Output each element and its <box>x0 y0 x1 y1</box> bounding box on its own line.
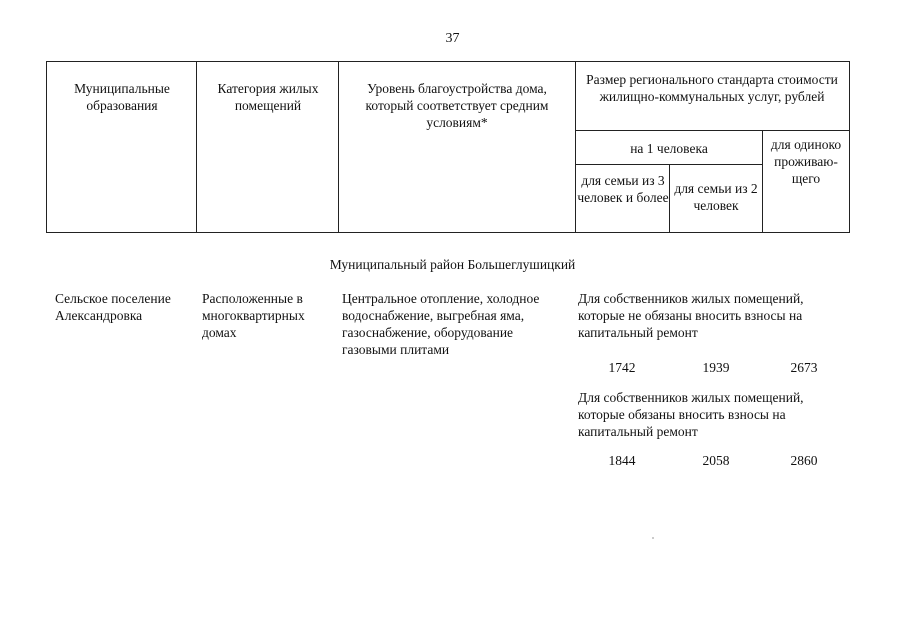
divider <box>575 62 576 232</box>
amenities-description: Центральное отопление, холодное водоснабжение, выгребная яма, газоснабжение, оборудование газовыми плитами <box>342 291 540 357</box>
value-single: 2860 <box>790 453 818 468</box>
group-label: Для собственников жилых помещений, которые не обязаны вносить взносы на капитальный ремонт <box>578 291 804 340</box>
page-number: 37 <box>445 31 460 46</box>
value-family-3: 1742 <box>608 360 636 375</box>
value-single: 2673 <box>790 360 818 375</box>
header-family-2: для семьи из 2 человек <box>674 181 758 213</box>
divider <box>196 62 197 232</box>
municipality-name: Сельское поселение Александровка <box>55 291 171 323</box>
divider <box>762 130 763 232</box>
scan-speck <box>652 537 654 539</box>
header-family-3: для семьи из 3 человек и более <box>577 173 669 205</box>
section-title: Муниципальный район Большеглушицкий <box>329 257 576 272</box>
header-single: для одиноко проживаю-щего <box>770 137 842 186</box>
divider <box>338 62 339 232</box>
header-standard-size: Размер регионального стандарта стоимости жилищно-коммунальных услуг, рублей <box>586 72 838 104</box>
header-municipalities: Муниципальные образования <box>74 81 170 113</box>
housing-category: Расположенные в многоквартирных домах <box>202 291 305 340</box>
header-per-person: на 1 человека <box>630 141 708 156</box>
header-amenities-level: Уровень благоустройства дома, который соответствует средним условиям* <box>365 81 549 130</box>
value-family-2: 2058 <box>702 453 730 468</box>
header-table <box>46 61 850 233</box>
divider <box>669 164 670 232</box>
divider <box>575 130 849 131</box>
header-category: Категория жилых помещений <box>217 81 319 113</box>
group-label: Для собственников жилых помещений, которые обязаны вносить взносы на капитальный ремонт <box>578 390 804 439</box>
value-family-3: 1844 <box>608 453 636 468</box>
value-family-2: 1939 <box>702 360 730 375</box>
